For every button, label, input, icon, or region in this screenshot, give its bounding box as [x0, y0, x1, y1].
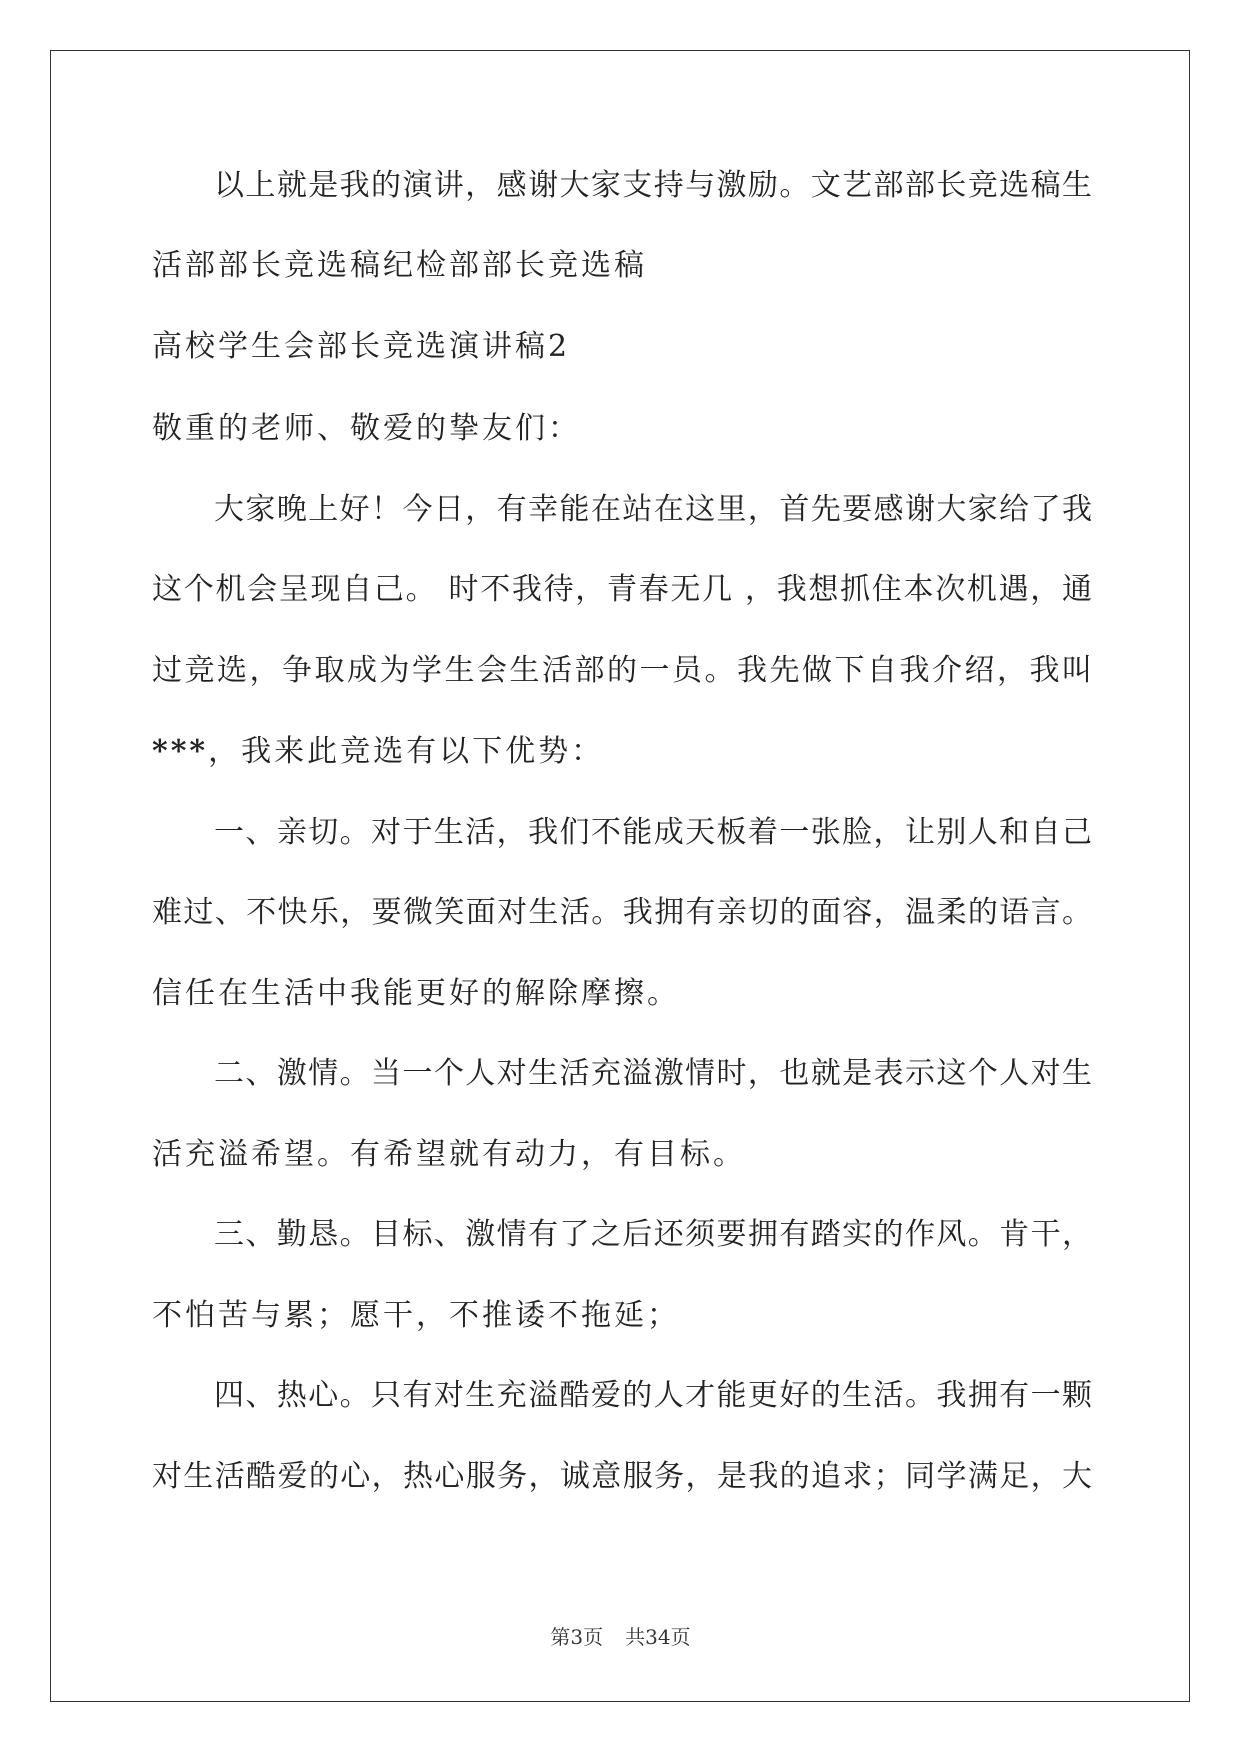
paragraph-line: 信任在生活中我能更好的解除摩擦。: [152, 976, 680, 1011]
paragraph-line: 四、热心。只有对生充溢酷爱的人才能更好的生活。我拥有一颗: [214, 1378, 1092, 1413]
paragraph-line: 大家晚上好！今日，有幸能在站在这里，首先要感谢大家给了我: [214, 492, 1092, 527]
paragraph-line: 过竞选，争取成为学生会生活部的一员。我先做下自我介绍，我叫: [152, 653, 1092, 688]
paragraph-line-text: ，我来此竞选有以下优势：: [208, 734, 605, 769]
paragraph-line: 这个机会呈现自己。 时不我待，青春无几 ，我想抓住本次机遇，通: [152, 572, 1092, 607]
salutation: 敬重的老师、敬爱的挚友们：: [152, 411, 581, 446]
paragraph-line: [152, 732, 604, 772]
paragraph-line: 不怕苦与累；愿干，不推诿不拖延；: [152, 1298, 680, 1333]
paragraph-line: 难过、不快乐，要微笑面对生活。我拥有亲切的面容，温柔的语言。: [152, 895, 1092, 930]
section-title: 高校学生会部长竞选演讲稿2: [152, 329, 571, 364]
paragraph-line: 一、亲切。对于生活，我们不能成天板着一张脸，让别人和自己: [214, 815, 1092, 850]
name-placeholder: ***: [152, 734, 209, 769]
paragraph-line: 活部部长竞选稿纪检部部长竞选稿: [152, 248, 647, 283]
page-number-total: 共34页: [625, 1625, 691, 1649]
page-number-current: 第3页: [550, 1625, 604, 1649]
page-footer: [0, 1625, 1241, 1649]
paragraph-line: 二、激情。当一个人对生活充溢激情时，也就是表示这个人对生: [214, 1056, 1092, 1091]
paragraph-line: 以上就是我的演讲，感谢大家支持与激励。文艺部部长竞选稿生: [214, 168, 1092, 203]
paragraph-line: 活充溢希望。有希望就有动力，有目标。: [152, 1137, 746, 1172]
page-border: [50, 50, 1190, 1702]
paragraph-line: 三、勤恳。目标、激情有了之后还须要拥有踏实的作风。肯干，: [214, 1217, 1092, 1252]
paragraph-line: 对生活酷爱的心，热心服务，诚意服务，是我的追求；同学满足，大: [152, 1459, 1092, 1494]
